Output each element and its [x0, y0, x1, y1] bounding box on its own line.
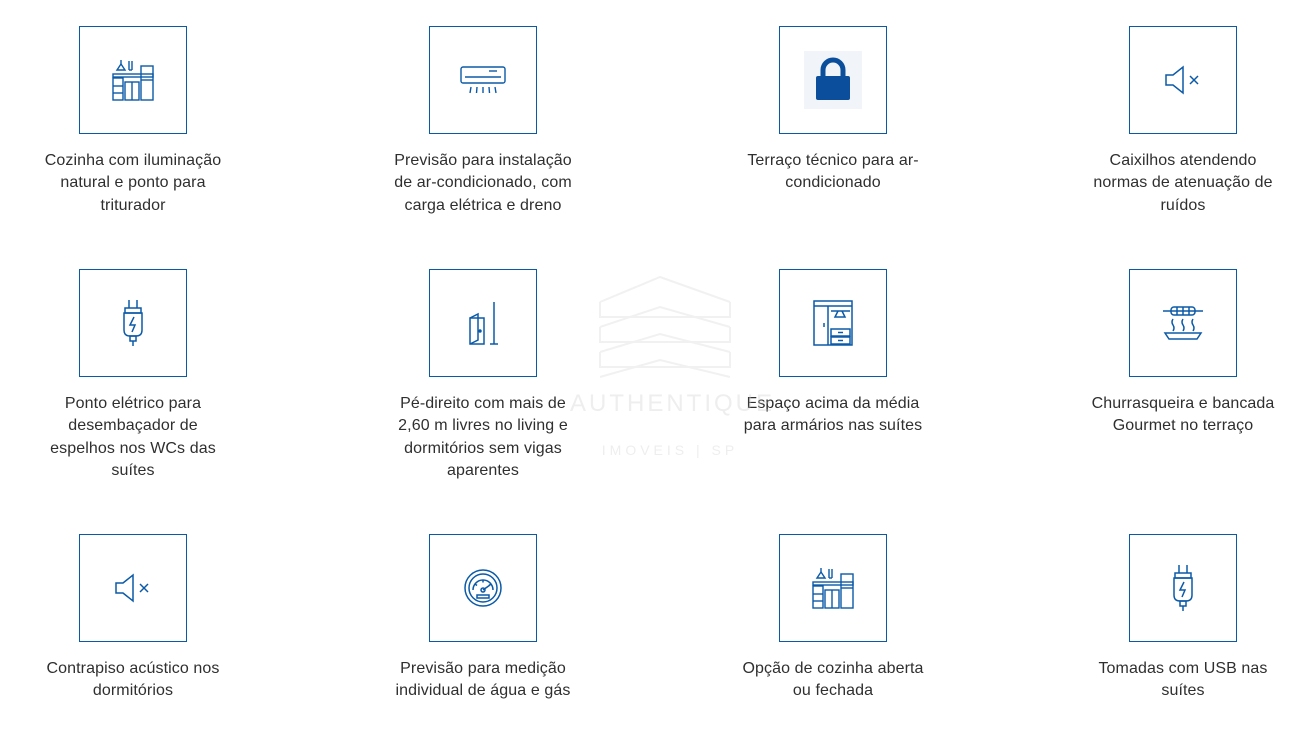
feature-card [0, 269, 283, 483]
feature-card [333, 534, 633, 703]
watermark-brand: AUTHENTIQUE [570, 390, 776, 417]
feature-icon-box [779, 269, 887, 377]
feature-label: Caixilhos atendendo normas de atenuação de ruídos [1093, 152, 1273, 214]
feature-icon-box [1129, 26, 1237, 134]
feature-icon-box [1129, 534, 1237, 642]
air-conditioner-icon [459, 65, 507, 95]
feature-label: Previsão para instalação de ar-condicionado, com carga elétrica e dreno [394, 152, 572, 214]
feature-card [1033, 269, 1309, 438]
feature-label: Contrapiso acústico nos dormitórios [46, 660, 220, 700]
feature-label: Espaço acima da média para armários nas suítes [743, 395, 923, 435]
feature-label: Ponto elétrico para desembaçador de espelhos nos WCs das suítes [50, 395, 216, 480]
feature-icon-box [429, 26, 537, 134]
feature-icon-box [429, 534, 537, 642]
feature-card [683, 534, 983, 703]
feature-label: Opção de cozinha aberta ou fechada [742, 660, 924, 700]
electric-plug-icon [120, 298, 146, 348]
feature-card [0, 26, 283, 217]
wardrobe-icon [812, 299, 854, 347]
feature-label: Pé-direito com mais de 2,60 m livres no living e dormitórios sem vigas aparentes [398, 395, 568, 480]
feature-label: Previsão para medição individual de água e gás [395, 660, 571, 700]
feature-icon-box [79, 269, 187, 377]
feature-label: Terraço técnico para ar- condicionado [747, 152, 919, 192]
feature-card [683, 26, 983, 195]
feature-icon-box [1129, 269, 1237, 377]
kitchen-icon [111, 58, 155, 102]
usb-plug-icon [1170, 563, 1196, 613]
feature-card [1033, 534, 1309, 703]
barbecue-icon [1161, 305, 1205, 341]
feature-card [1033, 26, 1309, 217]
feature-card [333, 26, 633, 217]
feature-icon-box [429, 269, 537, 377]
feature-icon-box [79, 26, 187, 134]
feature-label: Churrasqueira e bancada Gourmet no terraço [1091, 395, 1275, 435]
feature-icon-box [779, 534, 887, 642]
feature-card [0, 534, 283, 703]
meter-gauge-icon [463, 568, 503, 608]
lock-icon [804, 51, 862, 109]
kitchen-icon [811, 566, 855, 610]
feature-label: Tomadas com USB nas suítes [1098, 660, 1268, 700]
feature-card [683, 269, 983, 438]
door-height-icon [467, 300, 499, 346]
watermark-tagline: IMOVEIS | SP [601, 442, 739, 458]
speaker-mute-icon [1164, 65, 1202, 95]
feature-card [333, 269, 633, 483]
feature-icon-box [779, 26, 887, 134]
feature-icon-box [79, 534, 187, 642]
speaker-mute-icon [114, 573, 152, 603]
feature-label: Cozinha com iluminação natural e ponto para triturador [44, 152, 222, 214]
